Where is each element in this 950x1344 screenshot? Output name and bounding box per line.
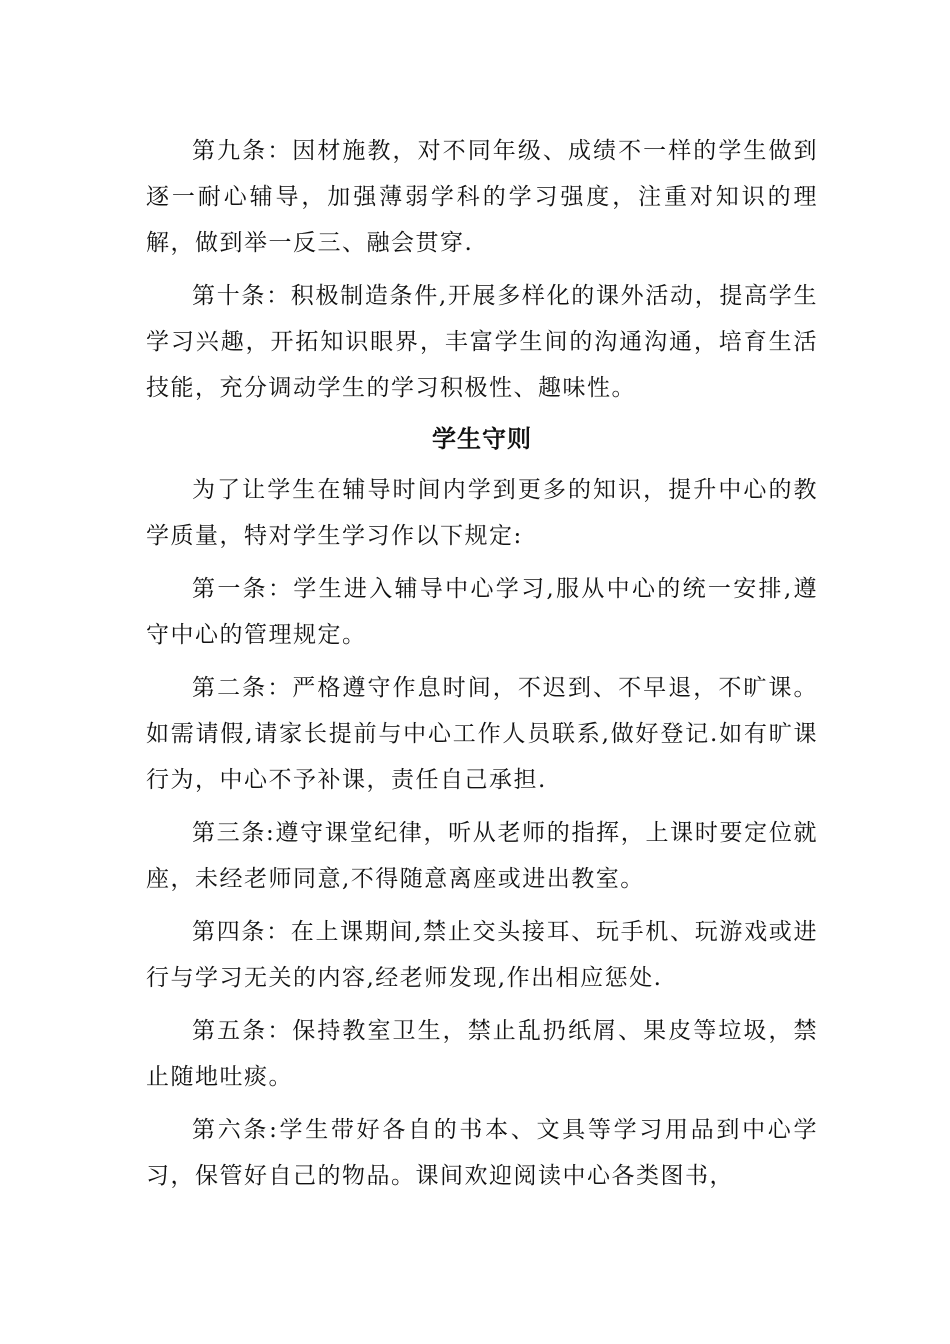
article-10: 第十条：积极制造条件,开展多样化的课外活动，提高学生学习兴趣，开拓知识眼界，丰富学生间的沟通沟通，培育生活技能，充分调动学生的学习积极性、趣味性。 <box>146 283 818 401</box>
article-9: 第九条：因材施教，对不同年级、成绩不一样的学生做到逐一耐心辅导，加强薄弱学科的学习强度，注重对知识的理解，做到举一反三、融会贯穿. <box>146 138 818 256</box>
document-page <box>146 128 818 1199</box>
rules-intro: 为了让学生在辅导时间内学到更多的知识，提升中心的教学质量，特对学生学习作以下规定: <box>146 477 818 549</box>
rule-article-5: 第五条：保持教室卫生，禁止乱扔纸屑、果皮等垃圾，禁止随地吐痰。 <box>146 1018 818 1090</box>
section-title: 学生守则 <box>432 425 532 453</box>
rule-article-4: 第四条：在上课期间,禁止交头接耳、玩手机、玩游戏或进行与学习无关的内容,经老师发现,作出相应惩处. <box>146 919 818 991</box>
rule-article-2: 第二条：严格遵守作息时间，不迟到、不早退，不旷课。如需请假,请家长提前与中心工作人员联系,做好登记.如有旷课行为，中心不予补课，责任自己承担. <box>146 675 818 793</box>
rule-article-3: 第三条:遵守课堂纪律，听从老师的指挥，上课时要定位就座，未经老师同意,不得随意离座或进出教室。 <box>146 820 818 892</box>
rule-article-1: 第一条：学生进入辅导中心学习,服从中心的统一安排,遵守中心的管理规定。 <box>146 576 818 648</box>
rule-article-6: 第六条:学生带好各自的书本、文具等学习用品到中心学习，保管好自己的物品。课间欢迎阅读中心各类图书， <box>146 1117 818 1189</box>
